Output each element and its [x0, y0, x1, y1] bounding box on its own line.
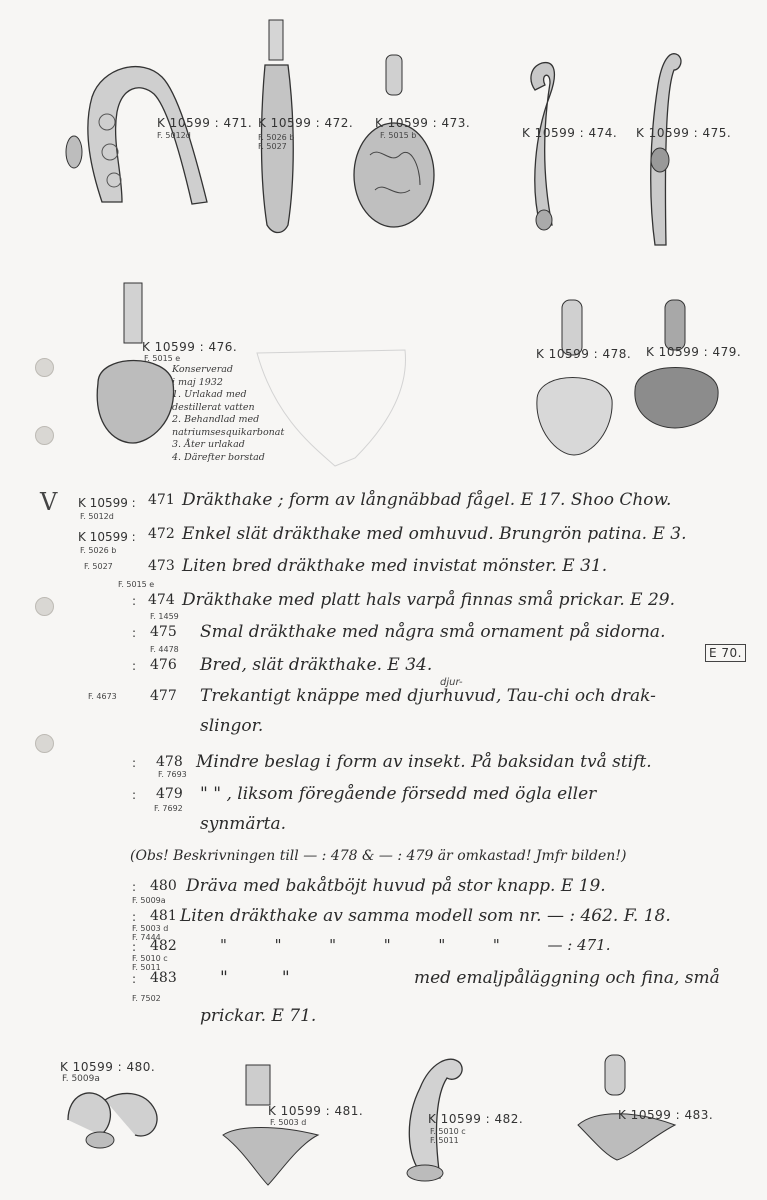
catalog-num: 472 [148, 526, 175, 542]
fref-fig-476: F. 5015 e [144, 354, 181, 363]
catalog-prefix: : [132, 880, 137, 894]
catalog-prefix: : [132, 972, 137, 986]
catalog-prefix: : [132, 788, 137, 802]
drawing-fig-480 [60, 1080, 170, 1154]
fref-fig-481: F. 5003 d [270, 1118, 307, 1127]
punch-hole-2 [35, 426, 54, 445]
djur-insert: djur- [440, 677, 463, 688]
catalog-fref: F. 7502 [132, 994, 161, 1003]
catalog-prefix: : [132, 756, 137, 770]
catalog-num: 482 [150, 938, 177, 954]
catalog-fref: F. 1459 [150, 612, 179, 621]
drawing-fig-479 [630, 300, 725, 434]
catalog-text: prickar. E 71. [200, 1006, 317, 1026]
catalog-row-475 [0, 612, 767, 650]
label-fig-479: K 10599 : 479. [646, 345, 742, 359]
catalog-text: Dräkthake med platt hals varpå finnas små prickar. E 29. [182, 590, 675, 610]
catalog-prefix: : [132, 659, 137, 673]
fref-fig-471: F. 5012d [157, 131, 191, 140]
catalog-num: 476 [150, 657, 177, 673]
catalog-fref: F. 5003 d F. 7444 [132, 924, 169, 942]
catalog-num: 471 [148, 492, 175, 508]
catalog-row-477-cont [0, 716, 767, 744]
treatment-line-4: destillerat vatten [172, 401, 255, 413]
catalog-text: Mindre beslag i form av insekt. På baksidan två stift. [196, 752, 652, 772]
drawing-fig-478 [532, 300, 617, 464]
catalog-fref: F. 5010 c F. 5011 [132, 954, 168, 972]
catalog-prefix: K 10599 : [78, 530, 136, 544]
catalog-fref: F. 5015 e [118, 580, 155, 589]
catalog-row-483 [0, 968, 767, 1003]
catalog-prefix: : [132, 940, 137, 954]
box-note-e70: E 70. [705, 644, 746, 662]
catalog-fref: F. 5027 [84, 562, 113, 571]
treatment-line-5: 2. Behandlad med [172, 414, 260, 425]
catalog-fref: F. 5026 b [80, 546, 117, 555]
fref-fig-472: F. 5026 b F. 5027 [258, 133, 295, 151]
drawing-fig-481 [218, 1065, 328, 1194]
catalog-num: 474 [148, 592, 175, 608]
catalog-text: Enkel slät dräkthake med omhuvud. Brungrön patina. E 3. [182, 524, 687, 544]
drawing-fig-475 [630, 45, 690, 254]
catalog-num: 479 [156, 786, 183, 802]
fref-fig-480: F. 5009a [62, 1074, 100, 1084]
catalog-row-472 [0, 524, 767, 555]
treatment-line-2: i maj 1932 [172, 376, 223, 388]
treatment-line-6: natriumsesquikarbonat [172, 426, 285, 438]
label-fig-482: K 10599 : 482. [428, 1112, 524, 1126]
label-fig-473: K 10599 : 473. [375, 116, 471, 130]
catalog-text: " " , liksom föregående försedd med ögla eller [200, 784, 597, 804]
catalog-row-474 [0, 580, 767, 618]
catalog-text: Smal dräkthake med några små ornament på sidorna. [200, 622, 666, 642]
catalog-row-482 [0, 936, 767, 972]
catalog-row-471 [0, 490, 767, 521]
punch-hole-1 [35, 358, 54, 377]
catalog-text: Dräkthake ; form av långnäbbad fågel. E 17. Shoo Chow. [182, 490, 672, 510]
obs-note: (Obs! Beskrivningen till — : 478 & — : 479 är omkastad! Jmfr bilden!) [130, 848, 627, 864]
label-fig-475: K 10599 : 475. [636, 126, 732, 140]
catalog-text: Dräva med bakåtböjt huvud på stor knapp. E 19. [186, 876, 606, 896]
catalog-num: 473 [148, 558, 175, 574]
catalog-text: Bred, slät dräkthake. E 34. [200, 655, 433, 675]
catalog-prefix: K 10599 : [78, 496, 136, 510]
catalog-num: 480 [150, 878, 177, 894]
label-fig-471: K 10599 : 471. [157, 116, 253, 130]
label-fig-480: K 10599 : 480. [60, 1060, 156, 1074]
faint-outline-sketch [255, 348, 415, 472]
catalog-fref-left: F. 4673 [88, 692, 117, 701]
catalog-num: 478 [156, 754, 183, 770]
drawing-fig-471 [62, 52, 232, 216]
catalog-prefix: : [132, 910, 137, 924]
drawing-fig-473 [350, 55, 440, 239]
label-fig-478: K 10599 : 478. [536, 347, 632, 361]
catalog-text: synmärta. [200, 814, 287, 834]
catalog-text: Liten bred dräkthake med invistat mönster. E 31. [182, 556, 608, 576]
treatment-line-7: 3. Åter urlakad [172, 439, 245, 450]
label-fig-483: K 10599 : 483. [618, 1108, 714, 1122]
label-fig-472: K 10599 : 472. [258, 116, 354, 130]
drawing-fig-474 [510, 55, 580, 239]
catalog-text: " " " " " " — : 471. [220, 936, 611, 954]
catalog-text: slingor. [200, 716, 264, 736]
catalog-fref: F. 4478 [150, 645, 179, 654]
catalog-row-479-cont [0, 814, 767, 842]
catalog-row-480 [0, 876, 767, 904]
catalog-prefix: : [132, 594, 137, 608]
fref-fig-482: F. 5010 c F. 5011 [430, 1127, 466, 1145]
catalog-prefix: : [132, 626, 137, 640]
treatment-line-8: 4. Därefter borstad [172, 451, 265, 463]
catalog-fref: F. 7693 [158, 770, 187, 779]
check-mark: V [40, 488, 58, 516]
catalog-fref: F. 5009a [132, 896, 166, 905]
catalog-row-479 [0, 784, 767, 812]
catalog-num: 481 [150, 908, 177, 924]
catalog-row-483-cont [0, 1006, 767, 1034]
label-fig-476: K 10599 : 476. [142, 340, 238, 354]
catalog-num: 483 [150, 970, 177, 986]
label-fig-474: K 10599 : 474. [522, 126, 618, 140]
catalog-row-473 [0, 556, 767, 584]
catalog-text: Trekantigt knäppe med djurhuvud, Tau-chi och drak- [200, 686, 656, 706]
treatment-line-1: Konserverad [172, 364, 233, 375]
label-fig-481: K 10599 : 481. [268, 1104, 364, 1118]
fref-fig-473: F. 5015 b [380, 131, 417, 140]
catalog-row-478 [0, 752, 767, 780]
catalog-text: " " med emaljpåläggning och fina, små [220, 968, 720, 988]
catalog-row-481 [0, 906, 767, 942]
catalog-fref: F. 7692 [154, 804, 183, 813]
catalog-fref: F. 5012d [80, 512, 114, 521]
catalog-text: Liten dräkthake av samma modell som nr. — : 462. F. 18. [180, 906, 671, 926]
catalog-num: 475 [150, 624, 177, 640]
treatment-line-3: 1. Urlakad med [172, 389, 247, 400]
catalog-num: 477 [150, 688, 177, 704]
catalog-row-477 [0, 686, 767, 714]
